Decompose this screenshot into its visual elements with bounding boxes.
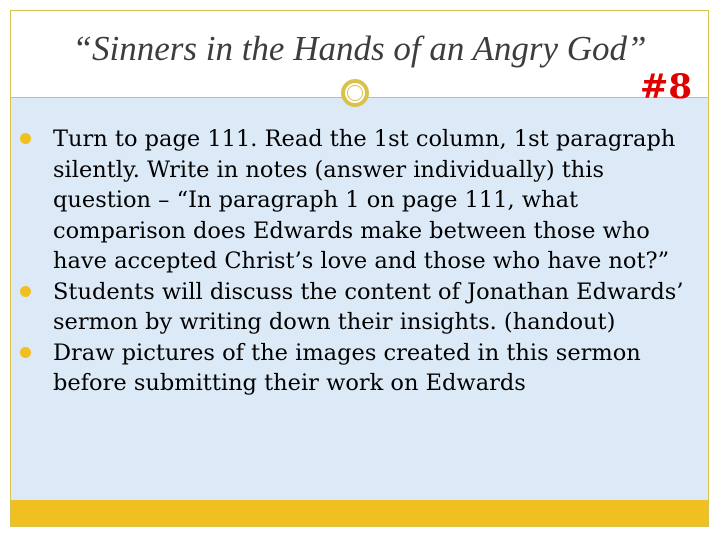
slide-number: #8 bbox=[639, 67, 692, 107]
ring-ornament-icon bbox=[341, 79, 369, 107]
slide-title: “Sinners in the Hands of an Angry God” bbox=[72, 29, 647, 68]
bullet-dot-icon bbox=[20, 286, 31, 297]
bullet-dot-icon bbox=[20, 347, 31, 358]
bullet-text: Turn to page 111. Read the 1st column, 1st paragraph silently. Write in notes (answer individually) this question – “In paragraph 1 on page 111, what comparison does Edwards make between those who have accepted Christ’s love and those who have not?” bbox=[53, 126, 676, 274]
bullet-list bbox=[14, 124, 684, 399]
footer-bar bbox=[11, 500, 708, 526]
bullet-text: Draw pictures of the images created in this sermon before submitting their work on Edwards bbox=[53, 339, 641, 396]
bullet-item bbox=[14, 338, 684, 399]
bullet-item bbox=[14, 124, 684, 277]
bullet-item bbox=[14, 277, 684, 338]
bullet-dot-icon bbox=[20, 133, 31, 144]
bullet-text: Students will discuss the content of Jonathan Edwards’ sermon by writing down their insights. (handout) bbox=[53, 278, 684, 335]
